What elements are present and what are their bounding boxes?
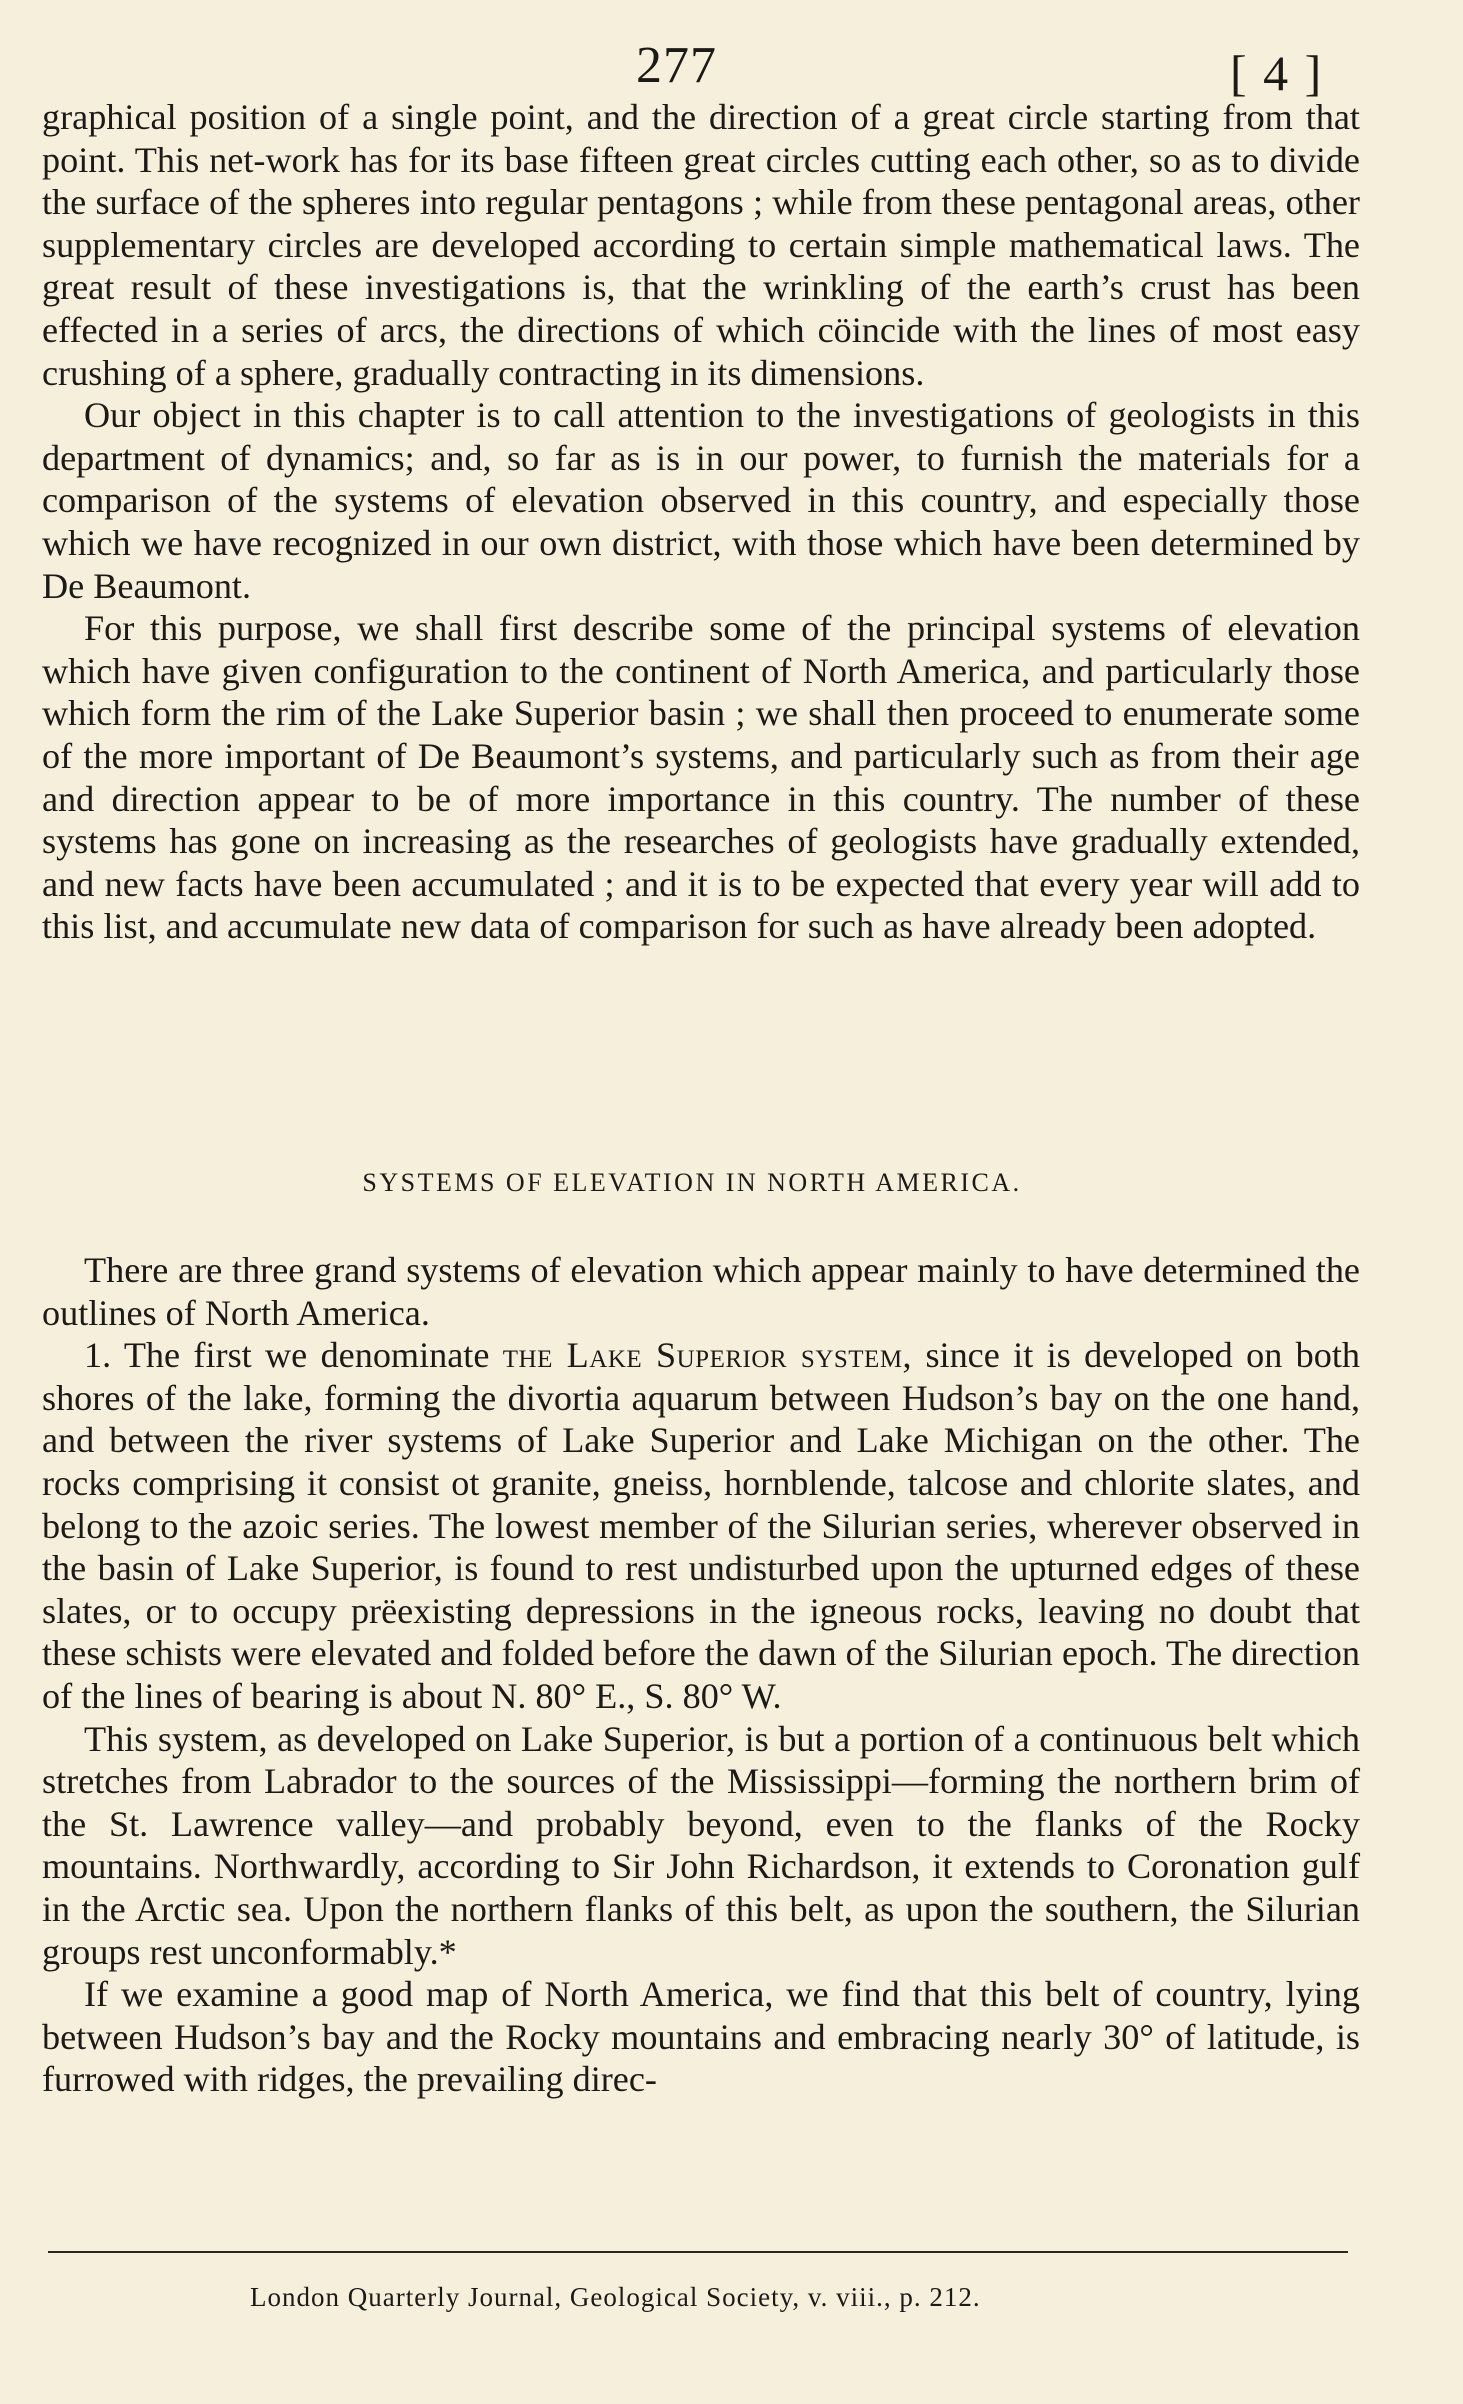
item-rest: since it is developed on both shores of the lake, forming the divortia aquarum between Hudson’s bay on the one hand, and between the river systems of Lake Superior and Lake Michigan on the other. The rocks comprising it consist ot granite, gneiss, hornblende, talcose and chlorite slates, and belong to the azoic series. The lowest member of the Silurian series, wherever observed in the basin of Lake Superior, is found to rest undisturbed upon the upturned edges of these slates, or to occupy prëexisting depressions in the igneous rocks, leaving no doubt that these schists were elevated and folded before the dawn of the Silurian epoch. The direction of the lines of bearing is about N. 80° E., S. 80° W. (42, 1335, 1360, 1716)
system-name: the Lake Superior system, (502, 1335, 913, 1376)
footnote-rule (48, 2251, 1348, 2253)
footnote: London Quarterly Journal, Geological Society, v. viii., p. 212. (250, 2282, 981, 2312)
paragraph: This system, as developed on Lake Superior, is but a portion of a continuous belt which stretches from Labrador to the sources of the Mississippi—forming the northern brim of the St. Lawrence valley—and probably beyond, even to the flanks of the Rocky mountains. Northwardly, according to Sir John Richardson, it extends to Coronation gulf in the Arctic sea. Upon the northern flanks of this belt, as upon the southern, the Silurian groups rest unconformably.* (42, 1718, 1360, 1972)
paragraph: For this purpose, we shall first describe some of the principal systems of elevation which have given configuration to the continent of North America, and particularly those which form the rim of the Lake Superior basin ; we shall then proceed to enumerate some of the more important of De Beaumont’s systems, and particularly such as from their age and direction appear to be of more importance in this country. The number of these systems has gone on increasing as the researches of geologists have gradually extended, and new facts have been accumulated ; and it is to be expected that every year will add to this list, and accumulate new data of comparison for such as have already been adopted. (42, 608, 1360, 947)
paragraph: graphical position of a single point, and the direction of a great circle starting from that point. This net-work has for its base fifteen great circles cutting each other, so as to divide the surface of the spheres into regular pentagons ; while from these pentagonal areas, other supplementary circles are developed according to certain simple mathematical laws. The great result of these investigations is, that the wrinkling of the earth’s crust has been effected in a series of arcs, the directions of which cöincide with the lines of most easy crushing of a sphere, gradually contracting in its dimensions. (42, 97, 1360, 393)
paragraph: Our object in this chapter is to call attention to the investigations of geologists in this department of dynamics; and, so far as is in our power, to furnish the materials for a comparison of the systems of elevation observed in this country, and especially those which we have recognized in our own district, with those which have been determined by De Beaumont. (42, 395, 1360, 606)
page-number: 277 (636, 37, 717, 94)
section-heading: SYSTEMS OF ELEVATION IN NORTH AMERICA. (362, 1168, 1022, 1197)
body-text-top (42, 96, 1360, 948)
body-text-bottom (42, 1249, 1360, 2101)
signature-mark: [ 4 ] (1230, 45, 1324, 101)
paragraph: There are three grand systems of elevation which appear mainly to have determined the outlines of North America. (42, 1250, 1360, 1333)
item-prefix: 1. The first we denominate (84, 1335, 490, 1376)
paragraph (42, 1334, 1360, 1717)
paragraph: If we examine a good map of North America, we find that this belt of country, lying between Hudson’s bay and the Rocky mountains and embracing nearly 30° of latitude, is furrowed with ridges, the prevailing direc- (42, 1974, 1360, 2100)
